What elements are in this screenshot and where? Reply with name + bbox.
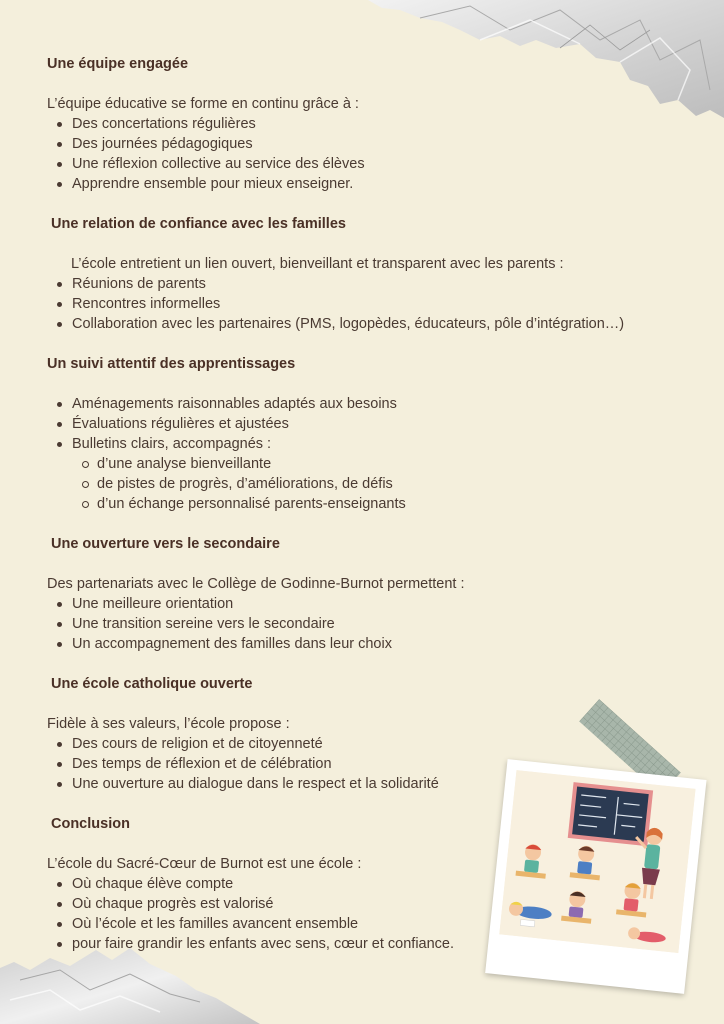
list-item: Où chaque élève compte bbox=[47, 874, 687, 894]
heading-suivi: Un suivi attentif des apprentissages bbox=[47, 356, 296, 372]
classroom-scene-icon bbox=[499, 770, 695, 953]
list-item: Des temps de réflexion et de célébration bbox=[47, 754, 687, 774]
list-equipe bbox=[47, 114, 687, 194]
sub-list-item: d’une analyse bienveillante bbox=[47, 454, 687, 474]
list-item: Des cours de religion et de citoyenneté bbox=[47, 734, 687, 754]
list-familles bbox=[47, 274, 687, 334]
list-item: Une réflexion collective au service des élèves bbox=[47, 154, 687, 174]
intro-catholique: Fidèle à ses valeurs, l’école propose : bbox=[47, 716, 290, 732]
polaroid-frame bbox=[485, 759, 706, 994]
list-item: Aménagements raisonnables adaptés aux besoins bbox=[47, 394, 687, 414]
sub-list-item: de pistes de progrès, d’améliorations, de défis bbox=[47, 474, 687, 494]
intro-equipe: L’équipe éducative se forme en continu grâce à : bbox=[47, 96, 359, 112]
list-item: Où l’école et les familles avancent ensemble bbox=[47, 914, 687, 934]
list-secondaire bbox=[47, 594, 687, 654]
list-item: Apprendre ensemble pour mieux enseigner. bbox=[47, 174, 687, 194]
list-item: Rencontres informelles bbox=[47, 294, 687, 314]
intro-familles: L’école entretient un lien ouvert, bienveillant et transparent avec les parents : bbox=[71, 256, 564, 272]
heading-familles: Une relation de confiance avec les familles bbox=[51, 216, 346, 232]
classroom-illustration bbox=[499, 770, 695, 953]
list-item: Évaluations régulières et ajustées bbox=[47, 414, 687, 434]
heading-catholique: Une école catholique ouverte bbox=[51, 676, 253, 692]
list-item: Une meilleure orientation bbox=[47, 594, 687, 614]
list-item: Des concertations régulières bbox=[47, 114, 687, 134]
list-item: Une transition sereine vers le secondaire bbox=[47, 614, 687, 634]
heading-equipe: Une équipe engagée bbox=[47, 56, 189, 72]
heading-secondaire: Une ouverture vers le secondaire bbox=[51, 536, 280, 552]
list-item: Où chaque progrès est valorisé bbox=[47, 894, 687, 914]
intro-secondaire: Des partenariats avec le Collège de Godinne-Burnot permettent : bbox=[47, 576, 465, 592]
sub-list-item: d’un échange personnalisé parents-enseignants bbox=[47, 494, 687, 514]
list-item: Réunions de parents bbox=[47, 274, 687, 294]
heading-conclusion: Conclusion bbox=[51, 816, 130, 832]
list-item: pour faire grandir les enfants avec sens, cœur et confiance. bbox=[47, 934, 687, 954]
list-item: Bulletins clairs, accompagnés : bbox=[47, 434, 687, 454]
list-suivi bbox=[47, 394, 687, 514]
list-item: Une ouverture au dialogue dans le respect et la solidarité bbox=[47, 774, 687, 794]
intro-conclusion: L’école du Sacré-Cœur de Burnot est une école : bbox=[47, 856, 362, 872]
list-item: Des journées pédagogiques bbox=[47, 134, 687, 154]
list-item: Un accompagnement des familles dans leur choix bbox=[47, 634, 687, 654]
polaroid-photo bbox=[484, 759, 724, 1011]
list-item: Collaboration avec les partenaires (PMS, logopèdes, éducateurs, pôle d’intégration…) bbox=[47, 314, 687, 334]
